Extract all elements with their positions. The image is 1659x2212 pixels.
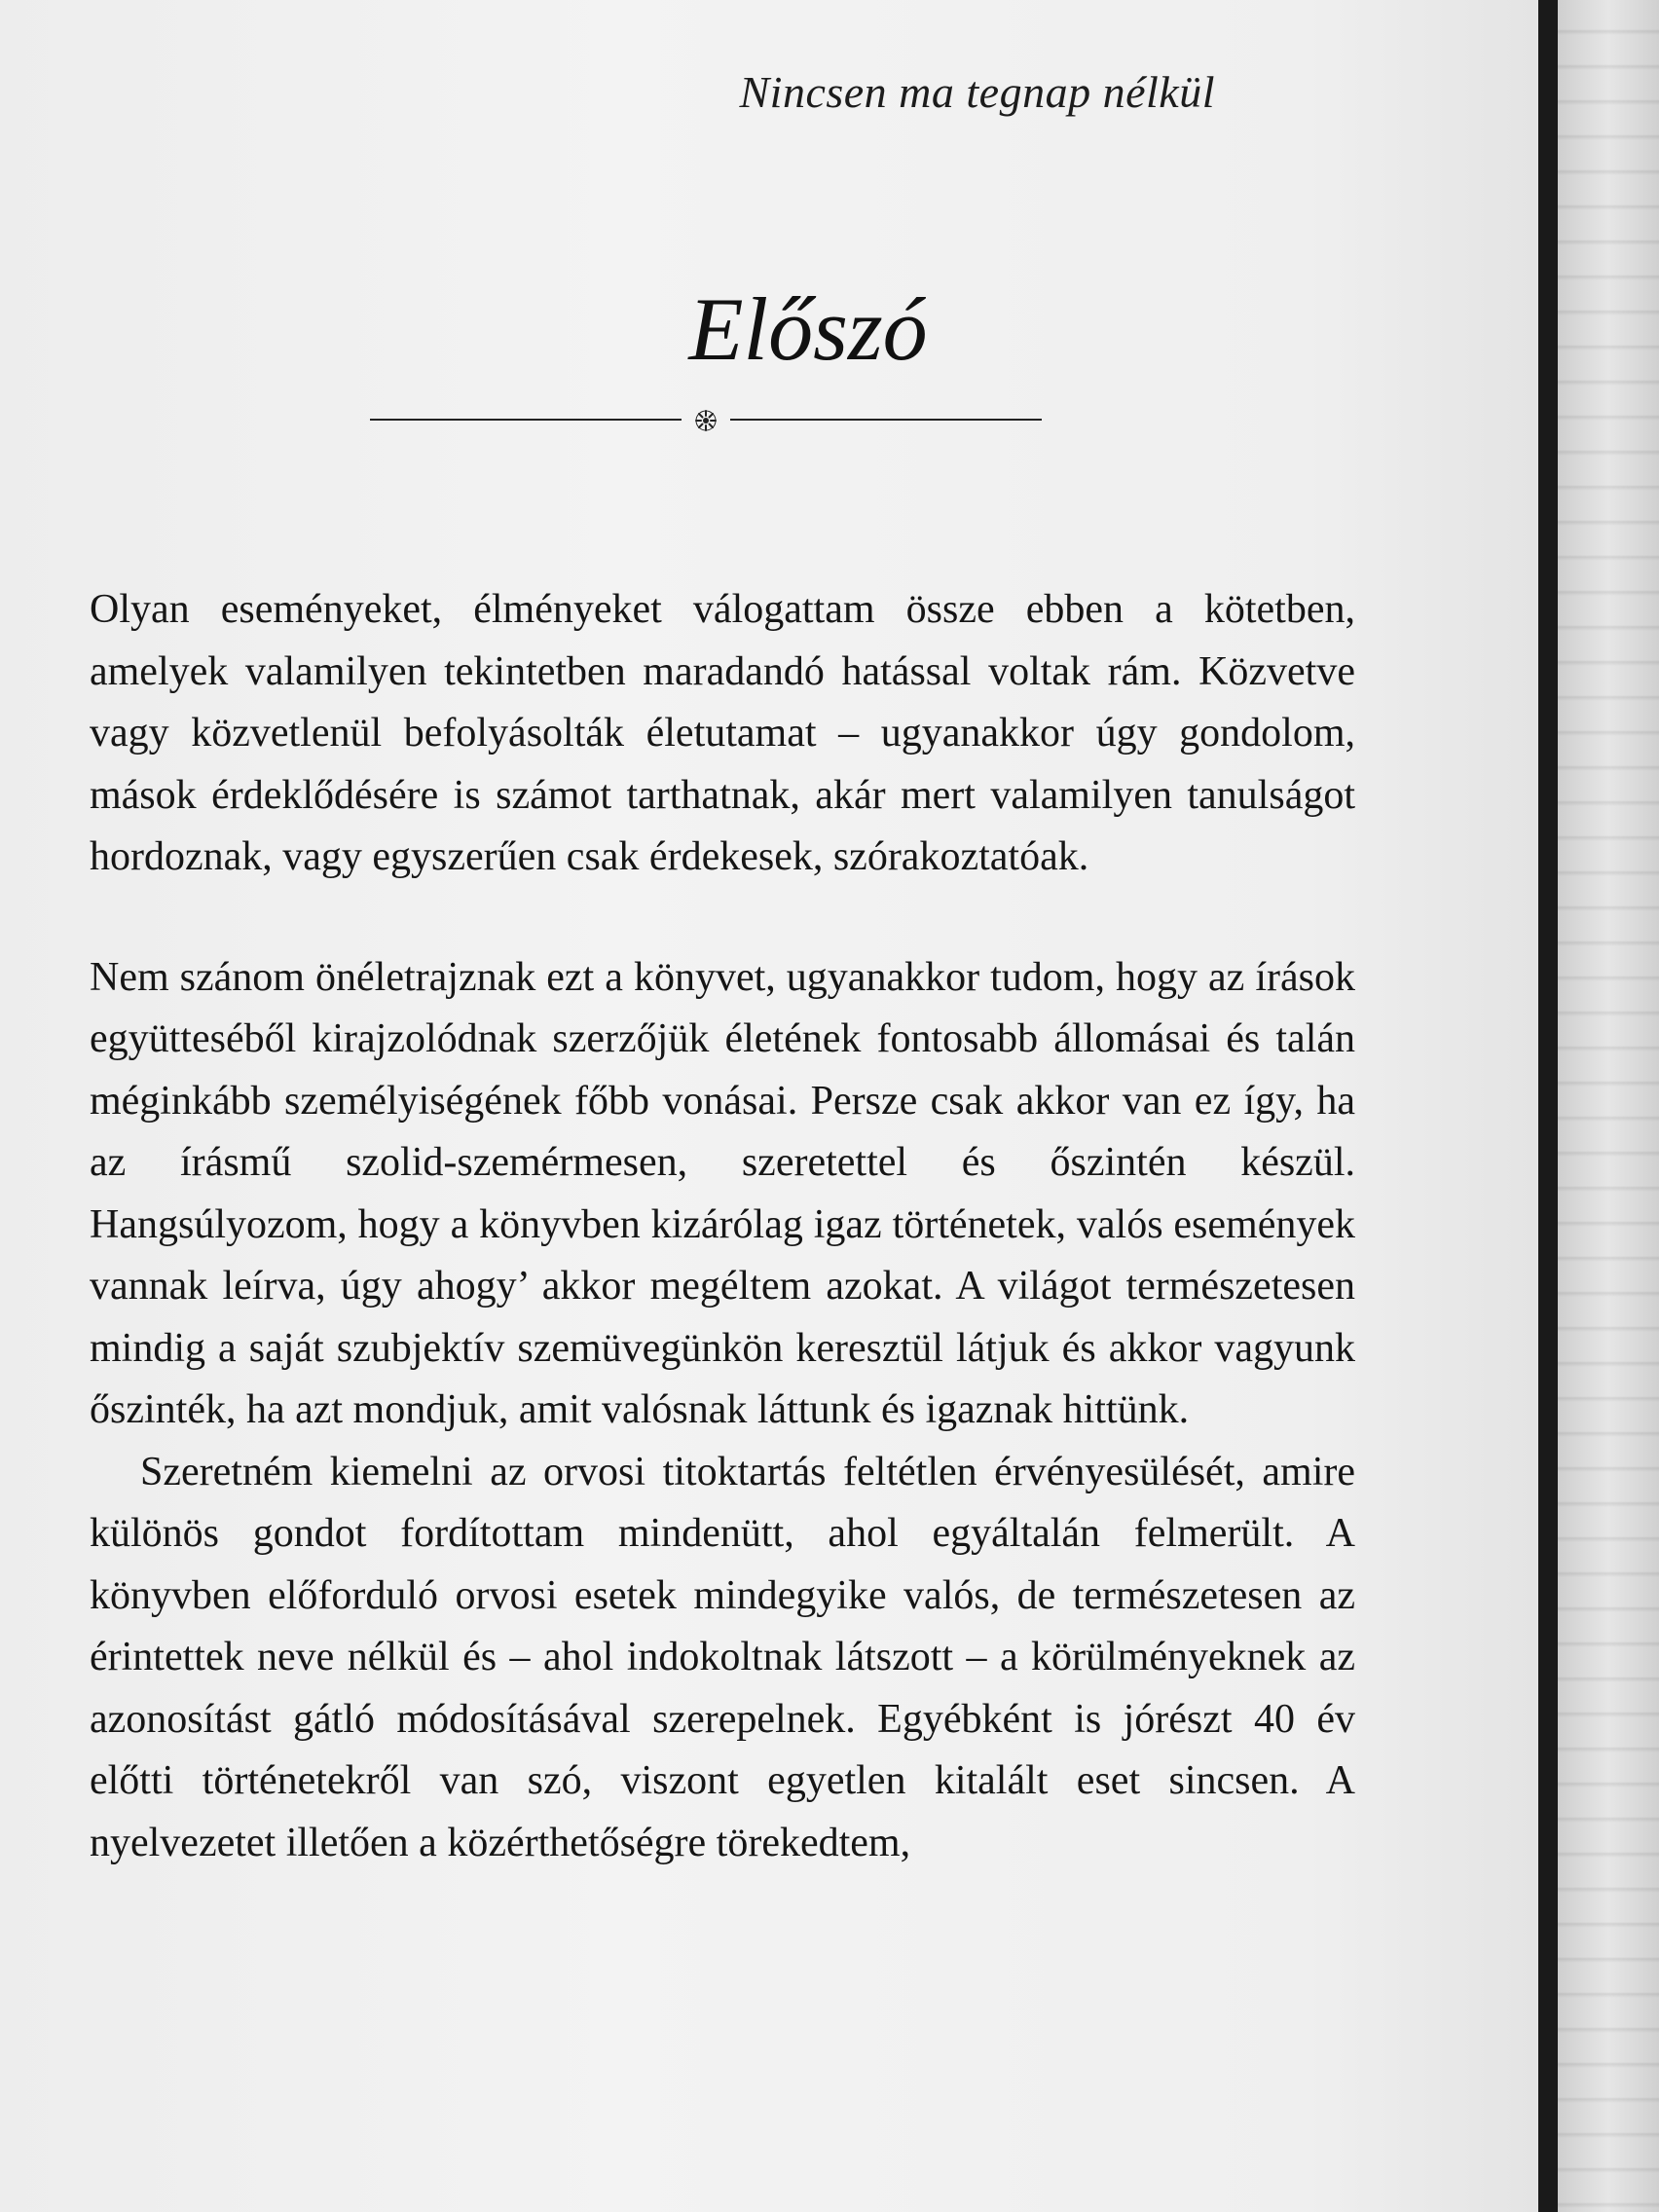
page-edge	[1538, 0, 1558, 2212]
divider-line-right	[730, 419, 1042, 421]
divider-line-left	[370, 419, 682, 421]
title-divider	[370, 409, 1042, 430]
paragraph-3: Szeretném kiemelni az orvosi titoktartás feltétlen érvényesülését, amire különös gondot fordítottam mindenütt, ahol egyáltalán felmerült. A könyvben előforduló orvosi esetek mindegyike valós, de természetesen az érintettek neve nélkül és – ahol indokoltnak látszott – a körülményeknek az azonosítást gátló módosításával szerepelnek. Egyébként is jórészt 40 év előtti történetekről van szó, viszont egyetlen kitalált eset sincsen. A nyelvezetet illetően a közérthetőségre törekedtem,	[90, 1449, 1355, 1865]
body-text	[90, 579, 1355, 1874]
chapter-title: Előszó	[688, 279, 928, 379]
paragraph-2: Nem szánom önéletrajznak ezt a könyvet, ugyanakkor tudom, hogy az írások együtteséből kirajzolódnak szerzőjük életének fontosabb állomásai és talán méginkább személyiségének főbb vonásai. Persze csak akkor van ez így, ha az írásmű szolid-szemérmesen, szeretettel és őszintén készül. Hangsúlyozom, hogy a könyvben kizárólag igaz történetek, valós események vannak leírva, úgy ahogy’ akkor megéltem azokat. A világot természetesen mindig a saját szubjektív szemüvegünkön keresztül látjuk és akkor vagyunk őszinték, ha azt mondjuk, amit valósnak láttunk és igaznak hittünk.	[90, 954, 1355, 1432]
running-header: Nincsen ma tegnap nélkül	[739, 67, 1215, 117]
background-surface	[1558, 0, 1659, 2212]
paragraph-1: Olyan eseményeket, élményeket válogattam össze ebben a kötetben, amelyek valamilyen tekintetben maradandó hatással voltak rám. Közvetve vagy közvetlenül befolyásolták életutamat – ugyanakkor úgy gondolom, mások érdeklődésére is számot tarthatnak, akár mert valamilyen tanulságot hordoznak, vagy egyszerűen csak érdekesek, szórakoztatóak.	[90, 587, 1355, 879]
flower-ornament-icon	[694, 409, 718, 432]
